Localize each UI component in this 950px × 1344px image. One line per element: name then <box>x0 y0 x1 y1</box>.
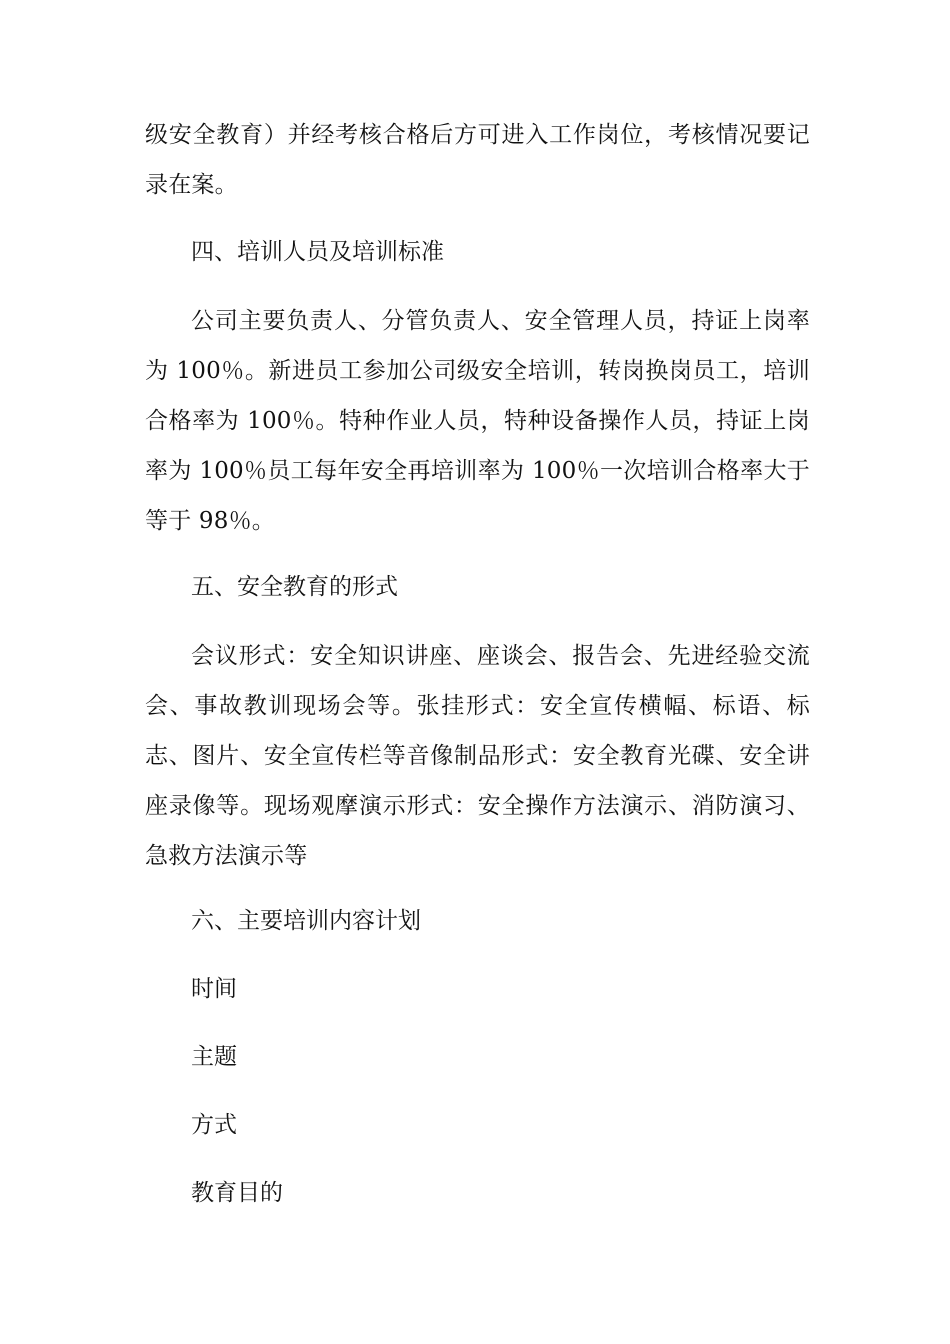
table-header-method: 方式 <box>191 1112 237 1138</box>
section-4-heading: 四、培训人员及培训标准 <box>191 239 444 265</box>
section-5-body: 会议形式：安全知识讲座、座谈会、报告会、先进经验交流会、事故教训现场会等。张挂形式：安全宣传横幅、标语、标志、图片、安全宣传栏等音像制品形式：安全教育光碟、安全讲座录像等。现场观摩演示形式：安全操作方法演示、消防演习、急救方法演示等 <box>145 643 810 869</box>
continuation-paragraph: 级安全教育）并经考核合格后方可进入工作岗位，考核情况要记录在案。 <box>145 122 810 198</box>
table-header-purpose: 教育目的 <box>191 1180 283 1206</box>
section-4-body: 公司主要负责人、分管负责人、安全管理人员，持证上岗率为 100％。新进员工参加公司级安全培训，转岗换岗员工，培训合格率为 100％。特种作业人员，特种设备操作人员，持证上岗率为 100％员工每年安全再培训率为 100％一次培训合格率大于等于 98％。 <box>145 308 810 534</box>
section-6-heading: 六、主要培训内容计划 <box>191 908 421 934</box>
table-header-time: 时间 <box>191 976 237 1002</box>
table-header-topic: 主题 <box>191 1044 237 1070</box>
section-5-heading: 五、安全教育的形式 <box>191 574 398 600</box>
